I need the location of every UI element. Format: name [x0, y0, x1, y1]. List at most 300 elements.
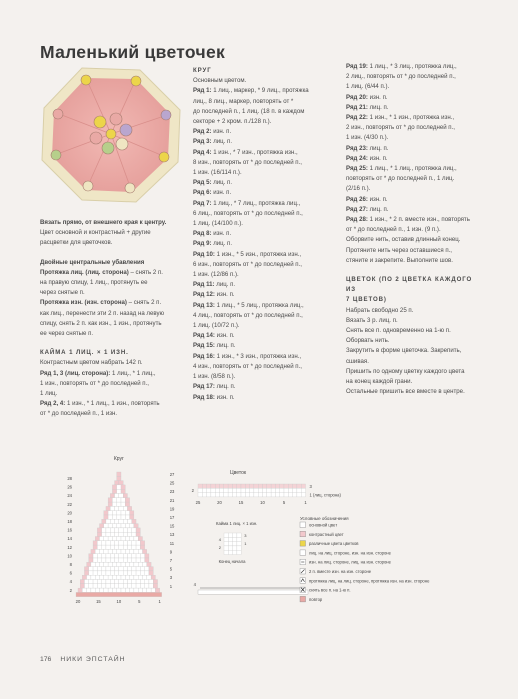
chart-cell: [106, 541, 110, 545]
chart-cell: [117, 588, 121, 592]
chart-cell: [102, 519, 106, 523]
chart-cell: [121, 537, 125, 541]
chart-cell: [263, 484, 267, 488]
chart-cell: [267, 484, 271, 488]
chart-cell: [106, 532, 110, 536]
row-line: [193, 341, 337, 351]
col-number: 10: [260, 499, 265, 505]
chart-cell: [110, 541, 114, 545]
circle-rows: [193, 86, 337, 402]
row-line: [193, 86, 337, 96]
row-line: [346, 113, 482, 123]
row-line: [346, 195, 482, 205]
row-text: изн. п.: [214, 393, 235, 401]
row-label: Ряд 12:: [193, 291, 215, 299]
chart-cell: [89, 580, 93, 584]
chart-cell: [106, 571, 110, 575]
legend-text: основной цвет: [309, 522, 338, 528]
chart-cell: [123, 580, 127, 584]
chart-cell: [123, 567, 127, 571]
chart-cell: [91, 588, 95, 592]
chart-cell: [106, 528, 110, 532]
row-text: 1 изн., * 2 п. вместе изн., повторять: [367, 216, 470, 224]
row-number: 14: [67, 536, 72, 542]
chart-cell: [228, 484, 232, 488]
chart-cell: [110, 528, 114, 532]
chart-cell: [132, 541, 136, 545]
chart-cell: [211, 493, 215, 497]
chart-cell: [100, 575, 104, 579]
chart-cell: [224, 537, 228, 541]
row-line: [193, 331, 337, 341]
chart-cell: [110, 558, 114, 562]
chart-cell: [301, 493, 305, 497]
row-text: 1 лиц. (14/100 п.).: [193, 220, 243, 228]
chart-cell: [211, 484, 215, 488]
chart-cell: [258, 484, 262, 488]
chart-cell: [119, 545, 123, 549]
row-number: 13: [169, 532, 175, 538]
chart-cell: [97, 571, 101, 575]
row-number: 19: [169, 506, 175, 512]
row-line: [40, 399, 186, 409]
col-number: 1: [304, 499, 307, 505]
row-text: повторять от * до последней п., 1 лиц.: [346, 175, 455, 183]
chart-cell: [237, 550, 241, 554]
row-text: 1 изн. (8/58 п.).: [193, 373, 236, 381]
chart-cell: [93, 554, 97, 558]
chart-cell: [297, 488, 301, 492]
row-label: Ряд 25:: [346, 165, 368, 173]
page-footer: [40, 656, 126, 663]
chart-cell: [106, 506, 110, 510]
chart-cell: [115, 584, 119, 588]
decrease-text: – снять 2 п.: [126, 299, 162, 307]
chart-cell: [237, 542, 241, 546]
author-name: НИКИ ЭПСТАЙН: [60, 656, 126, 663]
chart-cell: [136, 541, 140, 545]
chart-cell: [100, 562, 104, 566]
row-number: 4: [69, 579, 72, 585]
chart-cell: [110, 519, 114, 523]
chart-cell: [288, 493, 292, 497]
row-text: 4 изн., повторять от * до последней п.,: [193, 362, 302, 370]
row-label: Ряд 28:: [346, 216, 368, 224]
chart-cell: [140, 567, 144, 571]
row-label: Ряд 10:: [193, 250, 215, 258]
chart-cell: [127, 506, 131, 510]
marker-bar: [198, 590, 308, 594]
chart-cell: [121, 575, 125, 579]
row-text: до последней п., 1 лиц. (18 п. в каждом: [193, 107, 305, 115]
row-number: 2: [218, 545, 221, 550]
circle-heading: КРУГ: [193, 67, 212, 74]
chart-cell: [258, 488, 262, 492]
chart-cell: [112, 562, 116, 566]
chart-cell: [132, 545, 136, 549]
chart-cell: [115, 545, 119, 549]
row-number: 15: [169, 523, 175, 529]
row-text: изн. п.: [367, 154, 388, 162]
chart-cell: [130, 549, 134, 553]
chart-cell: [215, 484, 219, 488]
row-number: 16: [67, 527, 72, 533]
chart-cell: [132, 580, 136, 584]
chart-cell: [104, 511, 108, 515]
row-line: [193, 250, 337, 260]
chart-cell: [202, 493, 206, 497]
chart-cell: [117, 537, 121, 541]
chart-cell: [117, 511, 121, 515]
chart-cell: [121, 511, 125, 515]
chart-cell: [106, 584, 110, 588]
row-number: 27: [169, 472, 175, 477]
knitting-charts: [38, 452, 488, 620]
row-text: лиц. п.: [214, 281, 236, 289]
chart-cell: [121, 562, 125, 566]
chart-cell: [104, 575, 108, 579]
chart-cell: [108, 575, 112, 579]
row-label: Ряд 1:: [193, 87, 212, 95]
row-label: Ряд 1, 3 (лиц. сторона):: [40, 369, 111, 377]
chart-cell: [151, 588, 155, 592]
chart-cell: [112, 489, 116, 493]
row-label: Ряд 23:: [346, 144, 368, 152]
chart-cell: [138, 549, 142, 553]
chart-cell: [134, 575, 138, 579]
col-number: 15: [238, 499, 244, 505]
chart-cell: [97, 584, 101, 588]
row-line: [193, 382, 337, 392]
chart-cell: [297, 484, 301, 488]
chart-cell: [108, 537, 112, 541]
chart-cell: [271, 488, 275, 492]
chart-cell: [110, 571, 114, 575]
row-text: 1 изн., * 1 лиц., 1 изн., повторять: [65, 400, 160, 408]
row-label: Ряд 26:: [346, 195, 368, 203]
row-label: Ряд 22:: [346, 114, 368, 122]
chart-cell: [232, 484, 236, 488]
chart-cell: [301, 484, 305, 488]
chart-cell: [147, 588, 151, 592]
row-number: 10: [67, 553, 72, 559]
chart-cell: [130, 537, 134, 541]
flower-line: Набрать свободно 25 п.: [346, 306, 414, 314]
chart-cell: [119, 532, 123, 536]
row-text: 1 лиц., * 5 лиц., протяжка лиц.,: [214, 301, 304, 309]
row-line: [346, 103, 482, 113]
chart-cell: [108, 549, 112, 553]
chart-cell: [112, 588, 116, 592]
chart-cell: [132, 567, 136, 571]
chart-cell: [106, 545, 110, 549]
chart-cell: [130, 575, 134, 579]
chart-cell: [100, 537, 104, 541]
row-label: Ряд 21:: [346, 103, 368, 111]
row-label: Ряд 15:: [193, 342, 215, 350]
chart-cell: [125, 502, 129, 506]
row-label: Ряд 16:: [193, 352, 215, 360]
chart-cell: [136, 545, 140, 549]
row-number: 26: [67, 484, 72, 490]
chart-cell: [125, 537, 129, 541]
chart-cell: [110, 554, 114, 558]
chart-cell: [232, 488, 236, 492]
chart-cell: [102, 571, 106, 575]
chart-cell: [233, 542, 237, 546]
chart-cell: [121, 485, 125, 489]
col-number: 20: [75, 599, 81, 604]
chart-cell: [134, 588, 138, 592]
chart-cell: [127, 528, 131, 532]
legend-text: контрастный цвет: [309, 531, 344, 537]
chart-cell: [202, 488, 206, 492]
chart-cell: [102, 532, 106, 536]
row-number: 7: [169, 558, 173, 563]
col-number: 5: [138, 599, 141, 604]
chart-cell: [82, 588, 86, 592]
row-line: [346, 164, 482, 174]
chart-cell: [89, 558, 93, 562]
chart-cell: [123, 554, 127, 558]
chart-cell: [127, 541, 131, 545]
row-label: Ряд 13:: [193, 301, 215, 309]
chart-cell: [112, 485, 116, 489]
chart-cell: [136, 558, 140, 562]
col-number: 25: [195, 499, 201, 505]
chart-cell: [127, 545, 131, 549]
chart-cell: [237, 484, 241, 488]
row-label: Ряд 9:: [193, 240, 212, 248]
chart-cell: [127, 571, 131, 575]
chart-cell: [237, 546, 241, 550]
chart-cell: [140, 584, 144, 588]
chart-cell: [91, 549, 95, 553]
row-label: Ряд 14:: [193, 332, 215, 340]
chart-cell: [202, 484, 206, 488]
row-label: Ряд 5:: [193, 179, 212, 187]
chart-cell: [93, 541, 97, 545]
decrease-text: на правую спицу, 1 лиц., протянуть ее: [40, 279, 148, 287]
row-text: 1 изн. (16/114 п.).: [193, 169, 242, 177]
chart-cell: [110, 545, 114, 549]
chart-cell: [117, 485, 121, 489]
row-number: 17: [169, 515, 175, 520]
chart-cell: [119, 528, 123, 532]
col-number: 15: [96, 599, 101, 604]
chart-cell: [115, 558, 119, 562]
chart-cell: [198, 484, 202, 488]
decrease-text: через снятые п.: [40, 289, 85, 297]
chart-cell: [121, 489, 125, 493]
chart-cell: [145, 571, 149, 575]
chart-cell: [106, 519, 110, 523]
chart-cell: [233, 546, 237, 550]
chart-cell: [110, 494, 114, 498]
row-label: Ряд 11:: [193, 281, 215, 289]
chart-cell: [115, 481, 119, 485]
chart-cell: [121, 549, 125, 553]
legend-swatch: [300, 550, 306, 556]
chart-cell: [130, 515, 134, 519]
chart-cell: [263, 488, 267, 492]
chart-cell: [149, 571, 153, 575]
flower-lines: [346, 306, 482, 398]
flower-line: на конец каждой грани.: [346, 378, 413, 386]
chart-cell: [271, 484, 275, 488]
legend-title: Условные обозначения: [300, 516, 349, 521]
row-number: 4: [218, 537, 221, 542]
row-text: 6 лиц., повторять от * до последней п.,: [193, 209, 303, 217]
chart-cell: [228, 550, 232, 554]
chart-cell: [115, 554, 119, 558]
chart-cell: [117, 472, 121, 476]
chart-cell: [117, 549, 121, 553]
row-text: 1 лиц.: [40, 390, 58, 398]
chart-cell: [115, 532, 119, 536]
row-text: 1 лиц., * 7 лиц., протяжка лиц.,: [211, 199, 301, 207]
finish-line: стяните и закрепите. Выполните шов.: [346, 256, 453, 264]
row-text: 1 изн., * 7 изн., протяжка изн.,: [211, 148, 298, 156]
chart-cell: [145, 567, 149, 571]
chart-cell: [110, 506, 114, 510]
chart-cell: [93, 580, 97, 584]
row-text: лиц. п.: [367, 144, 389, 152]
row-text: секторе + 2 кром. п./128 п.).: [193, 118, 272, 126]
chart-cell: [155, 588, 159, 592]
chart-cell: [123, 494, 127, 498]
row-text: изн. п.: [214, 291, 235, 299]
chart-cell: [95, 588, 99, 592]
chart-cell: [245, 488, 249, 492]
chart-cell: [119, 554, 123, 558]
chart-cell: [198, 493, 202, 497]
chart-cell: [112, 502, 116, 506]
chart-cell: [140, 571, 144, 575]
chart-cell: [95, 549, 99, 553]
chart-cell: [130, 562, 134, 566]
row-line: [193, 127, 337, 137]
row-text: 2 лиц., повторять от * до последней п.,: [346, 73, 456, 81]
row-text: лиц. п.: [367, 103, 389, 111]
border-line: Контрастным цветом набрать 142 п.: [40, 359, 143, 367]
row-text: 6 изн., повторять от * до последней п.,: [193, 260, 302, 268]
col-number: 10: [116, 599, 122, 604]
chart-cell: [275, 493, 279, 497]
row-text: 1 изн., * 5 изн., протяжка изн.,: [214, 250, 302, 258]
chart-cell: [233, 533, 237, 537]
chart-cell: [80, 584, 84, 588]
chart-cell: [106, 567, 110, 571]
chart-cell: [275, 488, 279, 492]
chart-cell: [275, 484, 279, 488]
chart-cell: [254, 488, 258, 492]
chart-cell: [136, 580, 140, 584]
row-line: [193, 393, 337, 403]
chart-cell: [119, 571, 123, 575]
chart-cell: [198, 488, 202, 492]
row-line: [346, 215, 482, 225]
intro-line: Цвет основной и контрастный + другие: [40, 229, 151, 237]
chart-cell: [138, 537, 142, 541]
chart-cell: [228, 488, 232, 492]
chart-cell: [119, 558, 123, 562]
chart-cell: [108, 511, 112, 515]
legend-text: протяжка лиц. на лиц. стороне, протяжка изн. на изн. стороне: [309, 578, 430, 584]
row-number: 2: [69, 587, 72, 593]
chart-cell: [89, 584, 93, 588]
flower-line: Остальные пришить все вместе в центре.: [346, 388, 465, 396]
chart-cell: [284, 493, 288, 497]
chart-cell: [119, 541, 123, 545]
row-line: [346, 62, 482, 72]
row-number: 24: [67, 493, 72, 499]
chart-cell: [84, 571, 88, 575]
chart-cell: [125, 562, 129, 566]
chart-cell: [108, 502, 112, 506]
legend-text: 2 п. вместе изн. на изн. стороне: [309, 569, 372, 574]
chart-cell: [211, 488, 215, 492]
chart-cell: [132, 554, 136, 558]
row-text: от * до последней п., 1 изн.: [40, 410, 118, 418]
row-line: [346, 154, 482, 164]
chart-cell: [136, 528, 140, 532]
row-number: 8: [69, 562, 72, 567]
row-number: 3: [169, 575, 173, 581]
decrease-name: Протяжка лиц. (лиц. сторона): [40, 268, 129, 276]
chart-cell: [130, 524, 134, 528]
chart-cell: [237, 493, 241, 497]
chart-cell: [147, 575, 151, 579]
border-end-label: Конец начала: [218, 558, 246, 564]
chart-cell: [108, 515, 112, 519]
chart-cell: [110, 567, 114, 571]
chart-cell: [112, 549, 116, 553]
row-label: Ряд 20:: [346, 93, 368, 101]
row-text: изн. п.: [211, 189, 232, 197]
row-line: [193, 148, 337, 158]
row-text: лиц., 8 лиц., маркер, повторять от *: [193, 97, 294, 105]
chart-cell: [93, 584, 97, 588]
chart-cell: [123, 528, 127, 532]
row-text: от * до последней п., 1 изн. (9 п.).: [346, 226, 441, 234]
chart-cell: [127, 580, 131, 584]
flower-line: Оборвать нить.: [346, 337, 390, 345]
chart-cell: [93, 571, 97, 575]
chart-cell: [102, 528, 106, 532]
chart-cell: [224, 484, 228, 488]
chart-cell: [127, 532, 131, 536]
decrease-text: ее через снятые п.: [40, 330, 94, 338]
chart-cell: [136, 554, 140, 558]
chart-cell: [115, 541, 119, 545]
row-number: 18: [67, 519, 72, 524]
row-label: Ряд 7:: [193, 199, 212, 207]
chart-cell: [82, 575, 86, 579]
chart-cell: [93, 545, 97, 549]
chart-cell: [207, 488, 211, 492]
row-line: [346, 93, 482, 103]
chart-cell: [108, 588, 112, 592]
chart-cell: [224, 493, 228, 497]
chart-cell: [91, 562, 95, 566]
chart-cell: [117, 515, 121, 519]
chart-cell: [215, 488, 219, 492]
row-number: 2: [191, 488, 194, 493]
chart-cell: [143, 562, 147, 566]
chart-cell: [112, 524, 116, 528]
chart-cell: [97, 554, 101, 558]
